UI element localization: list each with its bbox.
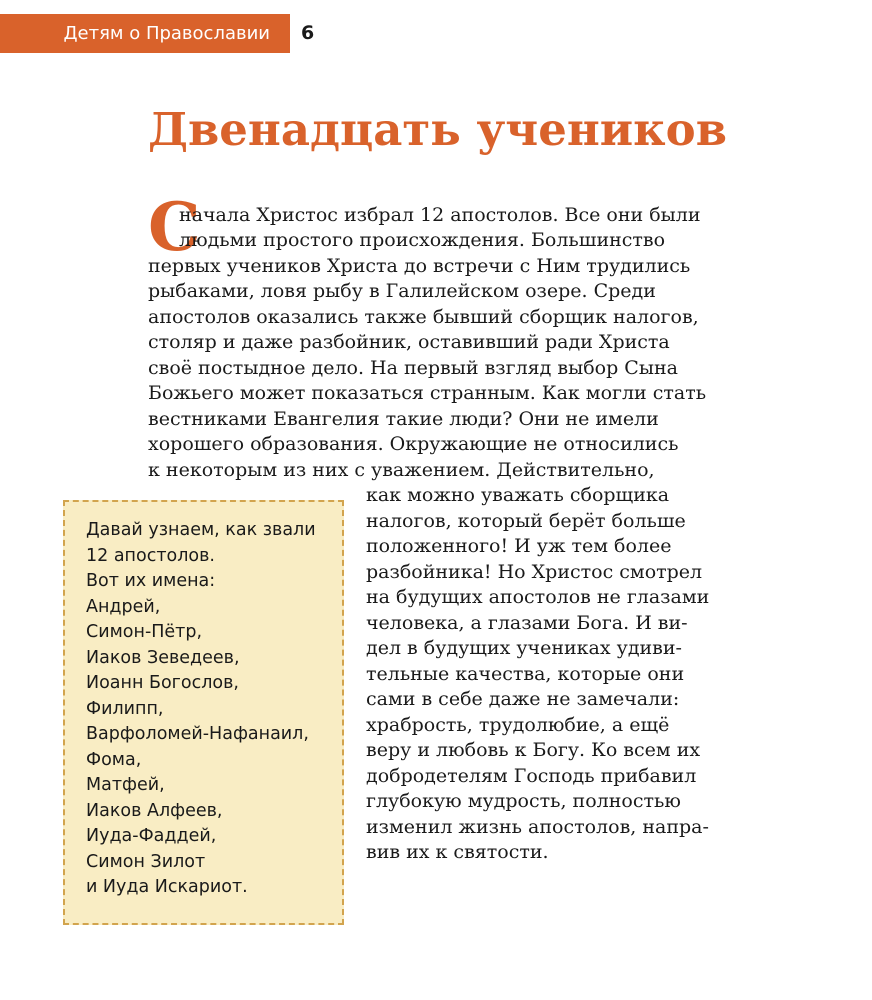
body-line: людьми простого происхождения. Большинство [179,229,666,251]
body-line: вив их к святости. [366,841,549,863]
body-line: на будущих апостолов не глазами [366,586,710,608]
body-line: как можно уважать сборщика [366,484,670,506]
drop-cap: С [148,188,201,266]
apostles-names-box [63,500,344,925]
apostle-name: Иаков Зеведеев, [86,648,240,668]
apostle-name: Симон Зилот [86,852,206,872]
body-line: дел в будущих учениках удиви- [366,637,682,659]
body-line: столяр и даже разбойник, оставивший ради Христа [148,331,670,353]
apostle-name: Варфоломей-Нафанаил, [86,724,309,744]
body-line: начала Христос избрал 12 апостолов. Все они были [179,204,701,226]
section-header-band [0,14,290,53]
box-line: Вот их имена: [86,571,216,591]
apostle-name: Симон-Пётр, [86,622,203,642]
page-title: Двенадцать учеников [148,103,727,156]
body-line: веру и любовь к Богу. Ко всем их [366,739,701,761]
body-line: Божьего может показаться странным. Как могли стать [148,382,707,404]
apostle-name: Иоанн Богослов, [86,673,239,693]
body-line: разбойника! Но Христос смотрел [366,561,703,583]
box-line: 12 апостолов. [86,546,215,566]
body-line: хорошего образования. Окружающие не относились [148,433,679,455]
page-number: 6 [301,22,315,44]
body-line: положенного! И уж тем более [366,535,672,557]
body-line: тельные качества, которые они [366,663,685,685]
box-line: Давай узнаем, как звали [86,520,316,540]
section-title: Детям о Православии [63,23,270,44]
body-line: первых учеников Христа до встречи с Ним трудились [148,255,691,277]
apostle-name: Андрей, [86,597,161,617]
apostle-name: Фома, [86,750,142,770]
apostle-name: Матфей, [86,775,165,795]
body-line: вестниками Евангелия такие люди? Они не имели [148,408,659,430]
body-line: своё постыдное дело. На первый взгляд выбор Сына [148,357,678,379]
body-line: налогов, который берёт больше [366,510,686,532]
body-line: рыбаками, ловя рыбу в Галилейском озере. Среди [148,280,656,302]
body-line: человека, а глазами Бога. И ви- [366,612,688,634]
body-line: изменил жизнь апостолов, напра- [366,816,709,838]
body-line: к некоторым из них с уважением. Действительно, [148,459,655,481]
body-line: апостолов оказались также бывший сборщик налогов, [148,306,699,328]
body-line: сами в себе даже не замечали: [366,688,680,710]
apostle-name: Филипп, [86,699,164,719]
apostle-name: Иаков Алфеев, [86,801,223,821]
body-line: глубокую мудрость, полностью [366,790,681,812]
apostle-name: и Иуда Искариот. [86,877,248,897]
body-line: добродетелям Господь прибавил [366,765,697,787]
body-line: храбрость, трудолюбие, а ещё [366,714,670,736]
apostle-name: Иуда-Фаддей, [86,826,217,846]
